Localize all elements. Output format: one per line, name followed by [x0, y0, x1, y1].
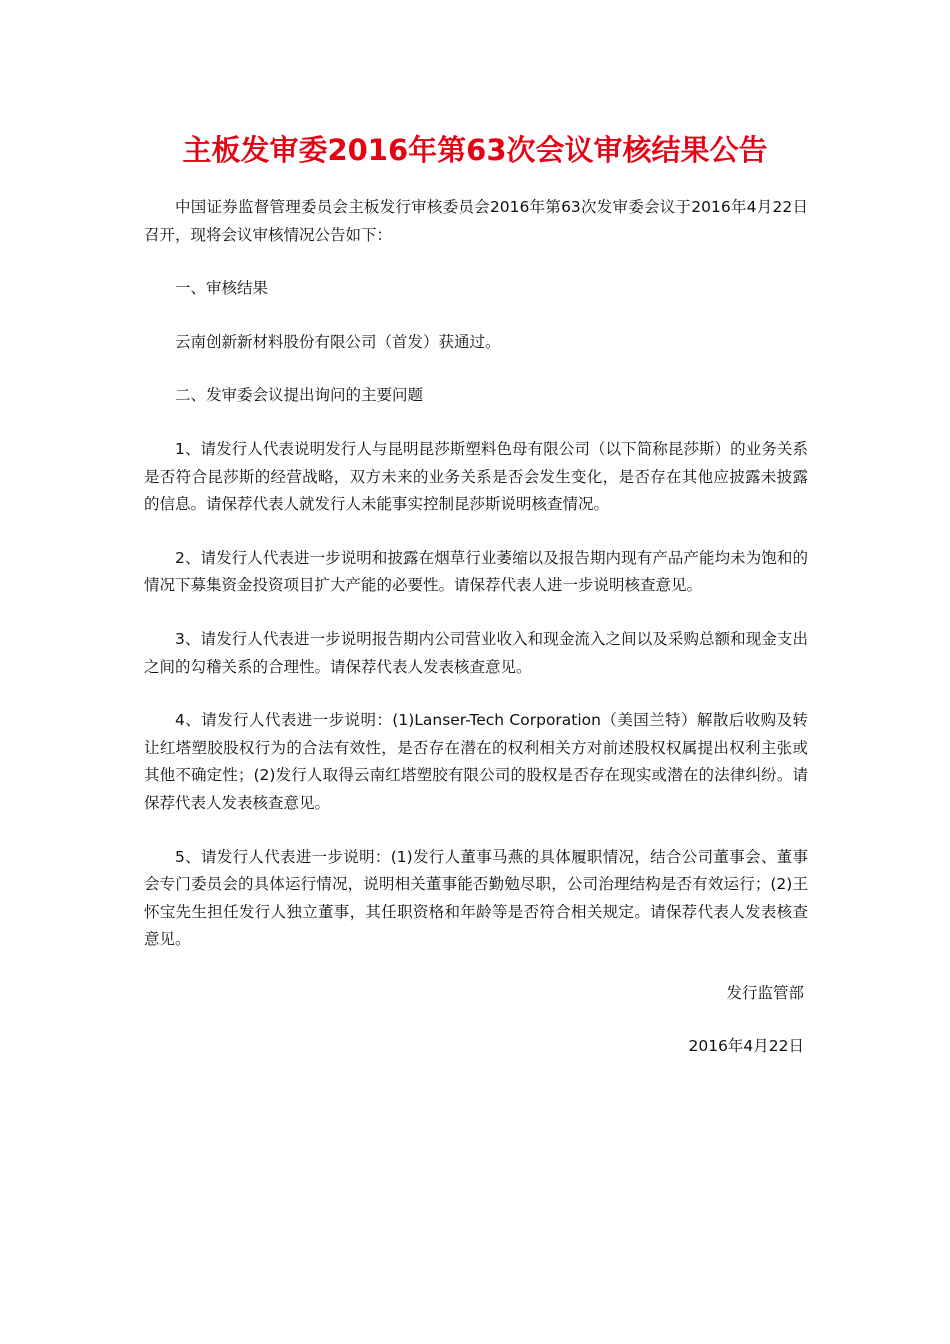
document-body	[144, 194, 808, 1087]
section-heading-review-result: 一、审核结果	[175, 279, 269, 298]
question-paragraph: 2、请发行人代表进一步说明和披露在烟草行业萎缩以及报告期内现有产品产能均未为饱和的情况下募集资金投资项目扩大产能的必要性。请保荐代表人进一步说明核查意见。	[144, 548, 808, 595]
question-paragraph: 3、请发行人代表进一步说明报告期内公司营业收入和现金流入之间以及采购总额和现金支出之间的勾稽关系的合理性。请保荐代表人发表核查意见。	[144, 629, 808, 676]
question-paragraph: 1、请发行人代表说明发行人与昆明昆莎斯塑料色母有限公司（以下简称昆莎斯）的业务关系是否符合昆莎斯的经营战略，双方未来的业务关系是否会发生变化，是否存在其他应披露未披露的信息。请保荐代表人就发行人未能事实控制昆莎斯说明核查情况。	[144, 439, 808, 514]
intro-paragraph: 中国证券监督管理委员会主板发行审核委员会2016年第63次发审委会议于2016年4月22日召开，现将会议审核情况公告如下：	[144, 198, 808, 244]
signature-department: 发行监管部	[726, 983, 804, 1002]
document-title: 主板发审委2016年第63次会议审核结果公告	[182, 133, 768, 167]
section-heading-main-questions: 二、发审委会议提出询问的主要问题	[175, 386, 424, 405]
review-result-text: 云南创新新材料股份有限公司（首发）获通过。	[175, 332, 501, 351]
question-paragraph: 5、请发行人代表进一步说明：(1)发行人董事马燕的具体履职情况，结合公司董事会、董事会专门委员会的具体运行情况，说明相关董事能否勤勉尽职，公司治理结构是否有效运行；(2)王怀宝先生担任发行人独立董事，其任职资格和年龄等是否符合相关规定。请保荐代表人发表核查意见。	[144, 847, 808, 949]
question-paragraph: 4、请发行人代表进一步说明：(1)Lanser-Tech Corporation（美国兰特）解散后收购及转让红塔塑胶股权行为的合法有效性，是否存在潜在的权利相关方对前述股权权属提出权利主张或其他不确定性；(2)发行人取得云南红塔塑胶有限公司的股权是否存在现实或潜在的法律纠纷。请保荐代表人发表核查意见。	[144, 711, 808, 812]
document-date: 2016年4月22日	[688, 1037, 804, 1056]
